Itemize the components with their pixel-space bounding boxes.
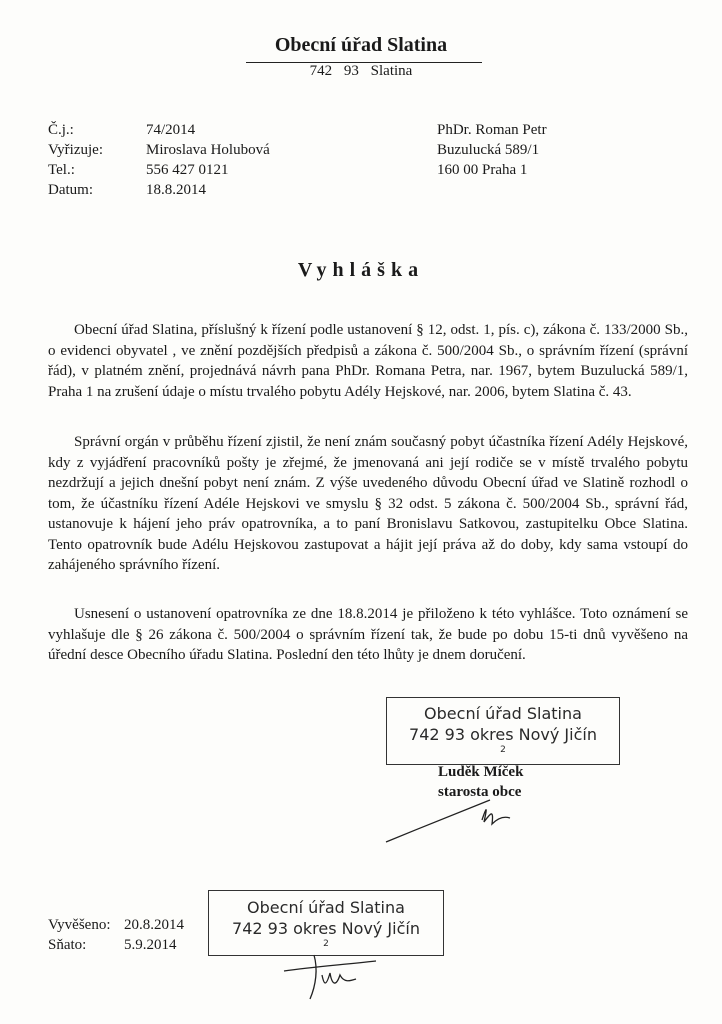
- date-value: 18.8.2014: [146, 182, 206, 198]
- recipient-street: Buzulucká 589/1: [437, 142, 540, 158]
- posted-label: Vyvěšeno:: [48, 917, 111, 933]
- paragraph-text: Obecní úřad Slatina, příslušný k řízení podle ustanovení § 12, odst. 1, pís. c), zákona č. 133/2000 Sb., o evidenci obyvatel , ve znění pozdějších předpisů a zákona č. 500/2004 Sb., o správním řízení (správní řád), v platném znění, projednává návrh pana PhDr. Romana Petra, nar. 1967, bytem Buzulucká 589/1, Praha 1 na zrušení údaje o místu trvalého pobytu Adély Hejskové, nar. 2006, bytem Slatina č. 43.: [48, 322, 688, 400]
- date-label: Datum:: [48, 182, 93, 198]
- handled-by-value: Miroslava Holubová: [146, 142, 270, 158]
- signatory-name: Luděk Míček: [438, 764, 524, 780]
- office-name: Obecní úřad Slatina: [274, 34, 448, 56]
- document-title: Vyhláška: [297, 259, 425, 281]
- removed-date: 5.9.2014: [124, 937, 177, 953]
- stamp-number: 2: [500, 745, 506, 755]
- stamp-number: 2: [323, 939, 329, 949]
- stamp-line-office: Obecní úřad Slatina: [424, 704, 582, 723]
- phone-label: Tel.:: [48, 162, 75, 178]
- paragraph-text: Správní orgán v průběhu řízení zjistil, že není znám současný pobyt účastníka řízení Adély Hejskové, kdy z vyjádření pracovníků pošty je zřejmé, že jmenovaná ani její rodiče se v místě trvalého pobytu nezdržují a jejich dnešní pobyt není znám. Z výše uvedeného důvodu Obecní úřad ve Slatině rozhodl o tom, že účastníku řízení Adéle Hejskovi ve smyslu § 32 odst. 5 zákona č. 500/2004 Sb., správní řád, ustanovuje k hájení jeho práv opatrovníka, a to paní Bronislavu Satkovou, zastupitelku Obce Slatina. Tento opatrovník bude Adélu Hejskovou zastupovat a hájit její práva až do doby, kdy sama vstoupí do zahájeného správního řízení.: [48, 434, 688, 573]
- handwritten-initials: [280, 945, 390, 1005]
- signatory-role: starosta obce: [438, 784, 522, 800]
- ref-number-label: Č.j.:: [48, 122, 74, 138]
- stamp-line-address: 742 93 okres Nový Jičín: [232, 919, 420, 938]
- phone-value: 556 427 0121: [146, 162, 229, 178]
- handwritten-signature: [380, 790, 540, 850]
- paragraph-text: Usnesení o ustanovení opatrovníka ze dne 18.8.2014 je přiloženo k této vyhlášce. Toto oznámení se vyhlašuje dle § 26 zákona č. 500/2004 o správním řízení tak, že bude po dobu 15-ti dnů vyvěšeno na úřední desce Obecního úřadu Slatina. Poslední den této lhůty je dnem doručení.: [48, 606, 688, 663]
- body-paragraph-3: [48, 604, 688, 666]
- body-paragraph-2: [48, 432, 688, 576]
- ref-number-value: 74/2014: [146, 122, 196, 138]
- office-address: 742 93 Slatina: [309, 63, 413, 79]
- recipient-city: 160 00 Praha 1: [437, 162, 528, 178]
- official-stamp: [386, 697, 620, 765]
- handled-by-label: Vyřizuje:: [48, 142, 103, 158]
- stamp-line-office: Obecní úřad Slatina: [247, 898, 405, 917]
- stamp-line-address: 742 93 okres Nový Jičín: [409, 725, 597, 744]
- posted-date: 20.8.2014: [124, 917, 184, 933]
- recipient-name: PhDr. Roman Petr: [437, 122, 547, 138]
- body-paragraph-1: [48, 320, 688, 402]
- removed-label: Sňato:: [48, 937, 87, 953]
